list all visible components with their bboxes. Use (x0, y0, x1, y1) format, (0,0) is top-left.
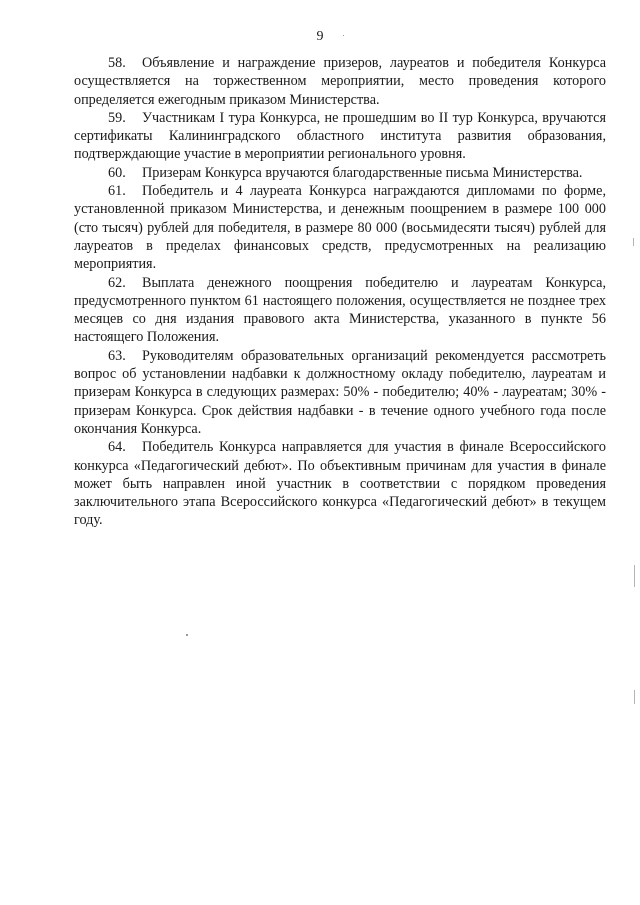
paragraph-text: Победитель и 4 лауреата Конкурса награждаются дипломами по форме, установленной приказом Министерства, и денежным поощрением в размере 100 000 (сто тысяч) рублей для победителя, в размере 80 000 (восьмидесяти тысяч) рублей для лауреатов в пределах финансовых средств, предусмотренных на реализацию мероприятия. (74, 183, 606, 273)
paragraph-63 (74, 347, 606, 438)
scan-artifact (634, 690, 635, 704)
paragraph-number: 64. (108, 439, 126, 456)
paragraph-number: 62. (108, 274, 126, 291)
scan-artifact (634, 565, 635, 587)
paragraph-text: Призерам Конкурса вручаются благодарственные письма Министерства. (142, 164, 583, 181)
paragraph-text: Руководителям образовательных организаций рекомендуется рассмотреть вопрос об установлении надбавки к должностному окладу победителю, лауреатам и призерам Конкурса в следующих размерах: 50% - победителю; 40% - лауреатам; 30% - призерам Конкурса. Срок действия надбавки - в течение одного учебного года после окончания Конкурса. (74, 347, 606, 437)
paragraph-number: 58. (108, 55, 126, 71)
paragraph-text: Победитель Конкурса направляется для участия в финале Всероссийского конкурса «Педагогический дебют». По объективным причинам для участия в финале может быть направлен иной участник в соответствии с порядком проведения заключительного этапа Всероссийского конкурса «Педагогический дебют» в текущем году. (74, 439, 606, 529)
paragraph-text: Выплата денежного поощрения победителю и лауреатам Конкурса, предусмотренного пунктом 61 настоящего положения, осуществляется не позднее трех месяцев со дня издания правового акта Министерства, указанного в пункте 56 настоящего Положения. (74, 274, 606, 346)
paragraph-number: 61. (108, 183, 126, 200)
paragraph-number: 63. (108, 347, 126, 364)
paragraph-text: Объявление и награждение призеров, лауреатов и победителя Конкурса осуществляется на торжественном мероприятии, место проведения которого определяется ежегодным приказом Министерства. (74, 55, 606, 108)
scan-artifact (186, 634, 188, 636)
document-body (74, 54, 606, 530)
paragraph-text: Участникам I тура Конкурса, не прошедшим во II тур Конкурса, вручаются сертификаты Калининградского областного института развития образования, подтверждающие участие в мероприятии регионального уровня. (74, 109, 606, 163)
paragraph-59 (74, 109, 606, 164)
page-number: 9 (316, 29, 324, 44)
scan-artifact (343, 35, 344, 36)
scan-artifact (633, 238, 634, 246)
paragraph-58 (74, 54, 606, 109)
paragraph-62 (74, 274, 606, 347)
paragraph-60 (74, 164, 606, 182)
paragraph-61 (74, 182, 606, 273)
paragraph-64 (74, 438, 606, 529)
paragraph-number: 59. (108, 109, 126, 126)
paragraph-number: 60. (108, 164, 126, 181)
